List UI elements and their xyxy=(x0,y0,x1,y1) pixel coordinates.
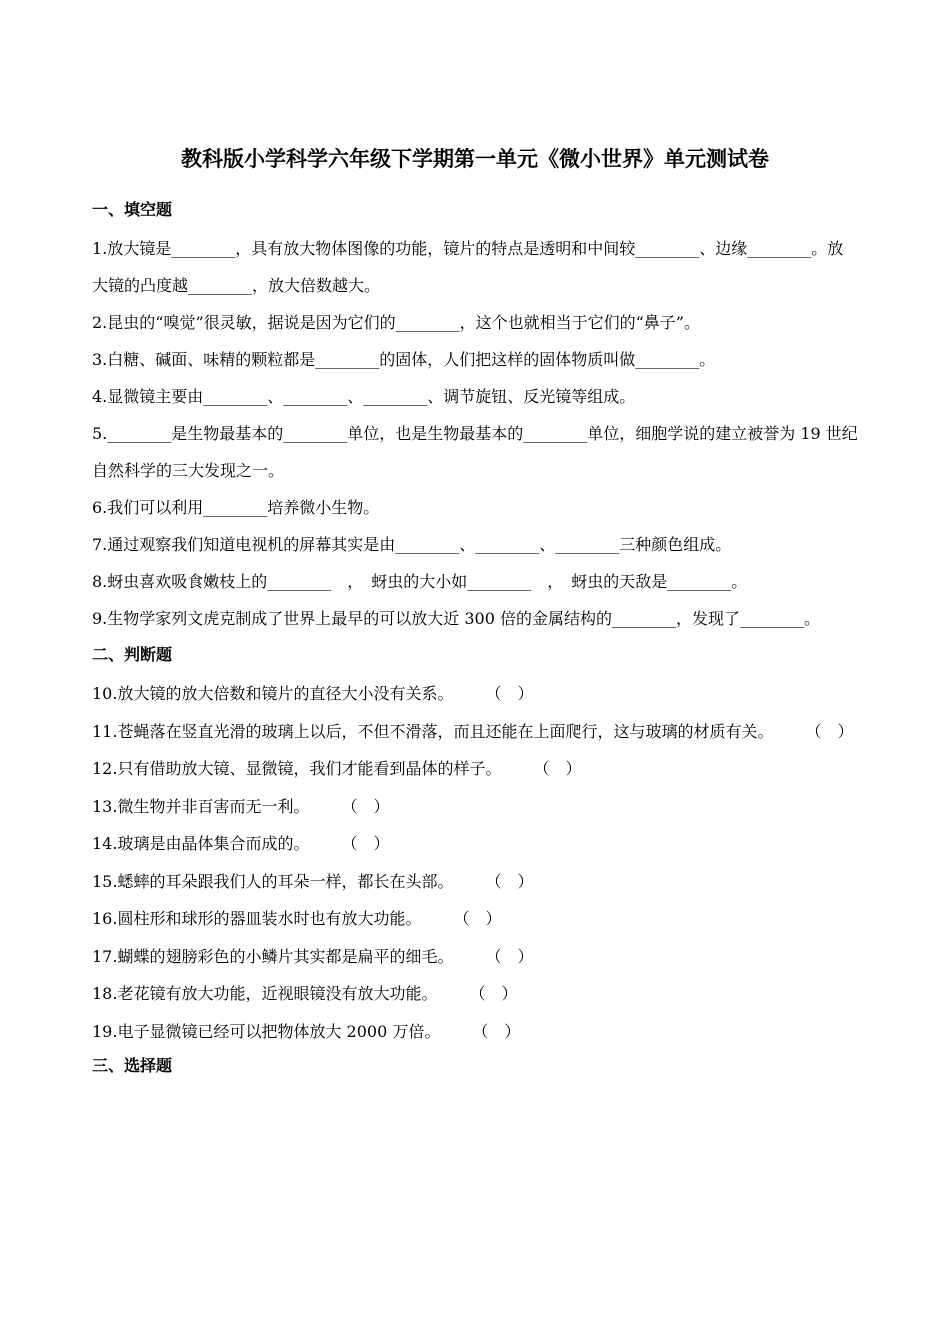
section-heading: 三、选择题 xyxy=(92,1056,173,1075)
question-3: 3.白糖、碱面、味精的颗粒都是________的固体，人们把这样的固体物质叫做________。 xyxy=(92,350,716,369)
question-17: 17.蝴蝶的翅膀彩色的小鳞片其实都是扁平的细毛。 （ ） xyxy=(92,946,534,966)
question-list xyxy=(92,675,858,1050)
section-heading: 一、填空题 xyxy=(92,200,173,219)
question-5: 5.________是生物最基本的________单位，也是生物最基本的________单位，细胞学说的建立被誉为 19 世纪自然科学的三大发现之一。 xyxy=(92,424,858,480)
section-heading: 二、判断题 xyxy=(92,645,173,664)
question-13: 13.微生物并非百害而无一利。 （ ） xyxy=(92,796,390,816)
question-2: 2.昆虫的“嗅觉”很灵敏，据说是因为它们的________，这个也就相当于它们的“鼻子”。 xyxy=(92,313,700,332)
question-11: 11.苍蝇落在竖直光滑的玻璃上以后，不但不滑落，而且还能在上面爬行，这与玻璃的材质有关。 （ ） xyxy=(92,721,854,741)
section-fill-in-blank xyxy=(92,198,858,637)
exam-title: 教科版小学科学六年级下学期第一单元《微小世界》单元测试卷 xyxy=(181,147,769,171)
question-9: 9.生物学家列文虎克制成了世界上最早的可以放大近 300 倍的金属结构的________，发现了________。 xyxy=(92,609,820,628)
section-true-false xyxy=(92,643,858,1050)
question-19: 19.电子显微镜已经可以把物体放大 2000 万倍。 （ ） xyxy=(92,1021,521,1041)
question-18: 18.老花镜有放大功能，近视眼镜没有放大功能。 （ ） xyxy=(92,984,518,1003)
section-multiple-choice xyxy=(92,1054,858,1078)
question-list xyxy=(92,230,858,637)
question-1: 1.放大镜是________，具有放大物体图像的功能，镜片的特点是透明和中间较________、边缘________。放大镜的凸度越________，放大倍数越大。 xyxy=(92,239,844,295)
question-10: 10.放大镜的放大倍数和镜片的直径大小没有关系。 （ ） xyxy=(92,684,534,703)
question-7: 7.通过观察我们知道电视机的屏幕其实是由________、________、________三种颜色组成。 xyxy=(92,535,732,554)
question-15: 15.蟋蟀的耳朵跟我们人的耳朵一样，都长在头部。 （ ） xyxy=(92,871,534,891)
question-6: 6.我们可以利用________培养微小生物。 xyxy=(92,498,380,517)
question-12: 12.只有借助放大镜、显微镜，我们才能看到晶体的样子。 （ ） xyxy=(92,759,582,778)
question-16: 16.圆柱形和球形的器皿装水时也有放大功能。 （ ） xyxy=(92,909,502,928)
question-14: 14.玻璃是由晶体集合而成的。 （ ） xyxy=(92,834,390,853)
question-4: 4.显微镜主要由________、________、________、调节旋钮、反光镜等组成。 xyxy=(92,387,636,406)
question-8: 8.蚜虫喜欢吸食嫩枝上的________ ， 蚜虫的大小如________ ， 蚜虫的天敌是________。 xyxy=(92,572,748,591)
